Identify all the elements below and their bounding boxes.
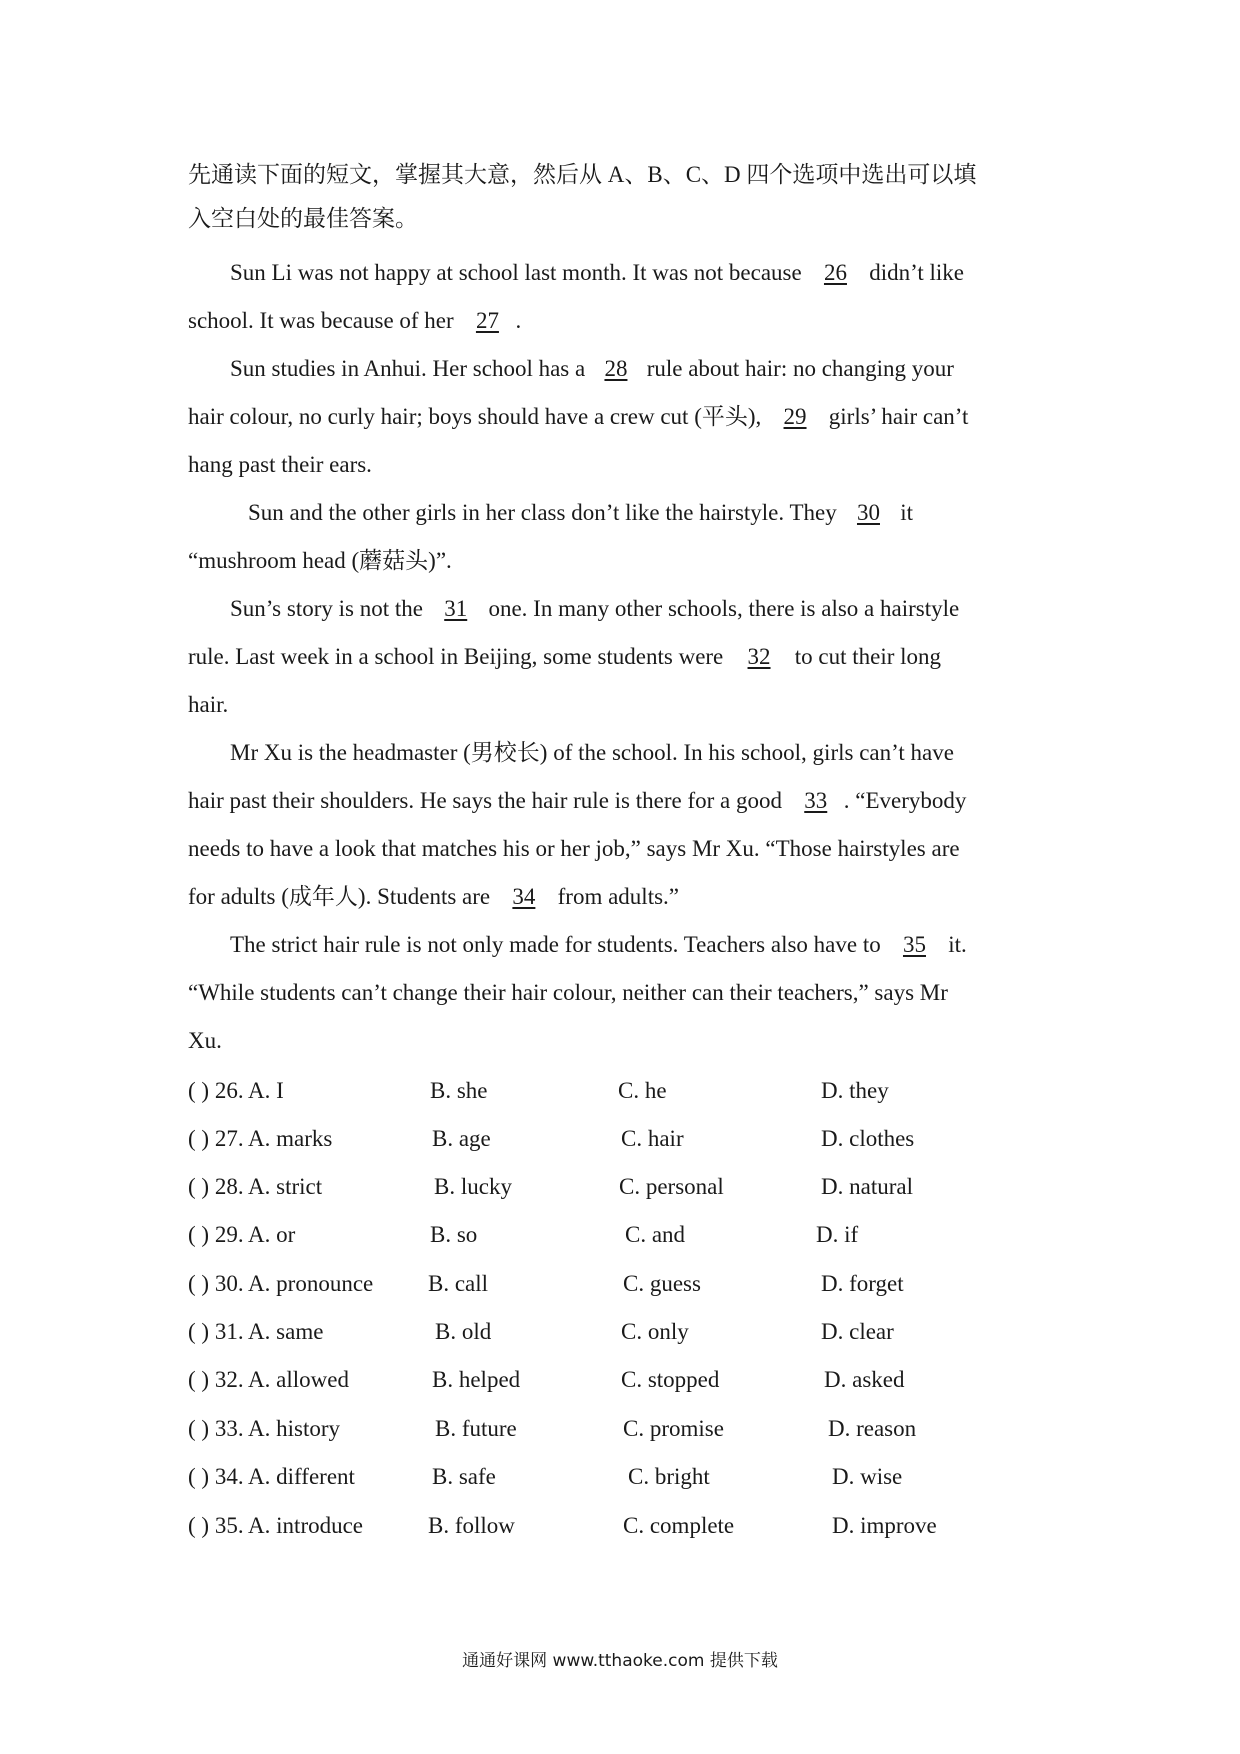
option-b: B. old — [435, 1319, 492, 1344]
passage-text: . “Everybody — [843, 788, 967, 813]
option-d: D. clothes — [821, 1126, 915, 1151]
option-b: B. call — [428, 1271, 489, 1296]
passage-text: for adults (成年人). Students are — [188, 884, 491, 909]
option-c: C. promise — [623, 1416, 724, 1441]
passage-line — [230, 930, 967, 960]
instruction-line-1: 先通读下面的短文，掌握其大意，然后从 A、B、C、D 四个选项中选出可以填 — [188, 162, 977, 187]
option-c: C. complete — [623, 1513, 735, 1538]
passage-line: “While students can’t change their hair colour, neither can their teachers,” says Mr — [188, 980, 948, 1005]
question-option-a: ( ) 34. A. different — [188, 1464, 355, 1489]
passage-line — [230, 258, 964, 288]
option-b: B. future — [435, 1416, 517, 1441]
passage-text: it. — [948, 932, 967, 957]
passage-text: didn’t like — [869, 260, 964, 285]
passage-line — [230, 354, 954, 384]
passage-text: school. It was because of her — [188, 308, 454, 333]
passage-text: hair past their shoulders. He says the hair rule is there for a good — [188, 788, 782, 813]
blank-28: 28 — [604, 356, 628, 381]
passage-text: girls’ hair can’t — [828, 404, 969, 429]
option-d: D. clear — [821, 1319, 894, 1344]
blank-32: 32 — [747, 644, 771, 669]
passage-text: it — [900, 500, 914, 525]
option-b: B. safe — [432, 1464, 496, 1489]
passage-line: “mushroom head (蘑菇头)”. — [188, 548, 452, 573]
option-d: D. improve — [832, 1513, 937, 1538]
passage-text: Sun Li was not happy at school last month. It was not because — [230, 260, 802, 285]
question-option-a: ( ) 31. A. same — [188, 1319, 324, 1344]
blank-30: 30 — [856, 500, 880, 525]
passage-line — [188, 642, 941, 672]
blank-34: 34 — [512, 884, 536, 909]
passage-line — [248, 498, 913, 528]
passage-text: hair colour, no curly hair; boys should have a crew cut (平头), — [188, 404, 762, 429]
option-c: C. bright — [628, 1464, 710, 1489]
passage-line — [188, 402, 968, 432]
question-option-a: ( ) 27. A. marks — [188, 1126, 333, 1151]
blank-31: 31 — [444, 596, 468, 621]
passage-line: needs to have a look that matches his or her job,” says Mr Xu. “Those hairstyles are — [188, 836, 960, 861]
passage-text: one. In many other schools, there is also a hairstyle — [488, 596, 960, 621]
passage-text: . — [515, 308, 522, 333]
passage-line: Mr Xu is the headmaster (男校长) of the school. In his school, girls can’t have — [230, 740, 954, 765]
question-option-a: ( ) 28. A. strict — [188, 1174, 323, 1199]
option-d: D. reason — [828, 1416, 917, 1441]
passage-line: hair. — [188, 692, 229, 717]
option-b: B. lucky — [434, 1174, 512, 1199]
option-b: B. helped — [432, 1367, 521, 1392]
question-option-a: ( ) 35. A. introduce — [188, 1513, 364, 1538]
option-d: D. forget — [821, 1271, 904, 1296]
passage-text: from adults.” — [557, 884, 679, 909]
blank-26: 26 — [823, 260, 847, 285]
page-footer: 通通好课网 www.tthaoke.com 提供下载 — [462, 1651, 778, 1671]
option-c: C. only — [621, 1319, 689, 1344]
option-c: C. hair — [621, 1126, 684, 1151]
option-d: D. if — [816, 1222, 859, 1247]
question-option-a: ( ) 29. A. or — [188, 1222, 296, 1247]
passage-text: The strict hair rule is not only made for students. Teachers also have to — [230, 932, 881, 957]
option-b: B. follow — [428, 1513, 515, 1538]
passage-text: rule. Last week in a school in Beijing, some students were — [188, 644, 724, 669]
option-c: C. he — [618, 1078, 667, 1103]
blank-33: 33 — [804, 788, 828, 813]
passage-text: rule about hair: no changing your — [646, 356, 954, 381]
instruction-line-2: 入空白处的最佳答案。 — [188, 206, 418, 231]
passage-line — [188, 306, 521, 336]
option-d: D. asked — [824, 1367, 905, 1392]
passage-text: Sun studies in Anhui. Her school has a — [230, 356, 586, 381]
passage-text: Sun’s story is not the — [230, 596, 423, 621]
option-c: C. personal — [619, 1174, 724, 1199]
option-b: B. age — [432, 1126, 491, 1151]
question-option-a: ( ) 32. A. allowed — [188, 1367, 349, 1392]
passage-line — [230, 594, 959, 624]
passage-line: Xu. — [188, 1028, 222, 1053]
question-option-a: ( ) 26. A. I — [188, 1078, 284, 1103]
passage-text: Sun and the other girls in her class don’t like the hairstyle. They — [248, 500, 837, 525]
passage-line — [188, 882, 679, 912]
question-option-a: ( ) 33. A. history — [188, 1416, 341, 1441]
blank-35: 35 — [902, 932, 926, 957]
option-b: B. so — [430, 1222, 478, 1247]
option-c: C. guess — [623, 1271, 701, 1296]
option-b: B. she — [430, 1078, 488, 1103]
option-d: D. wise — [832, 1464, 903, 1489]
passage-line: hang past their ears. — [188, 452, 372, 477]
question-option-a: ( ) 30. A. pronounce — [188, 1271, 374, 1296]
blank-29: 29 — [783, 404, 807, 429]
option-d: D. natural — [821, 1174, 913, 1199]
passage-line — [188, 786, 966, 816]
option-d: D. they — [821, 1078, 889, 1103]
passage-text: to cut their long — [794, 644, 942, 669]
option-c: C. and — [625, 1222, 686, 1247]
option-c: C. stopped — [621, 1367, 720, 1392]
blank-27: 27 — [475, 308, 499, 333]
